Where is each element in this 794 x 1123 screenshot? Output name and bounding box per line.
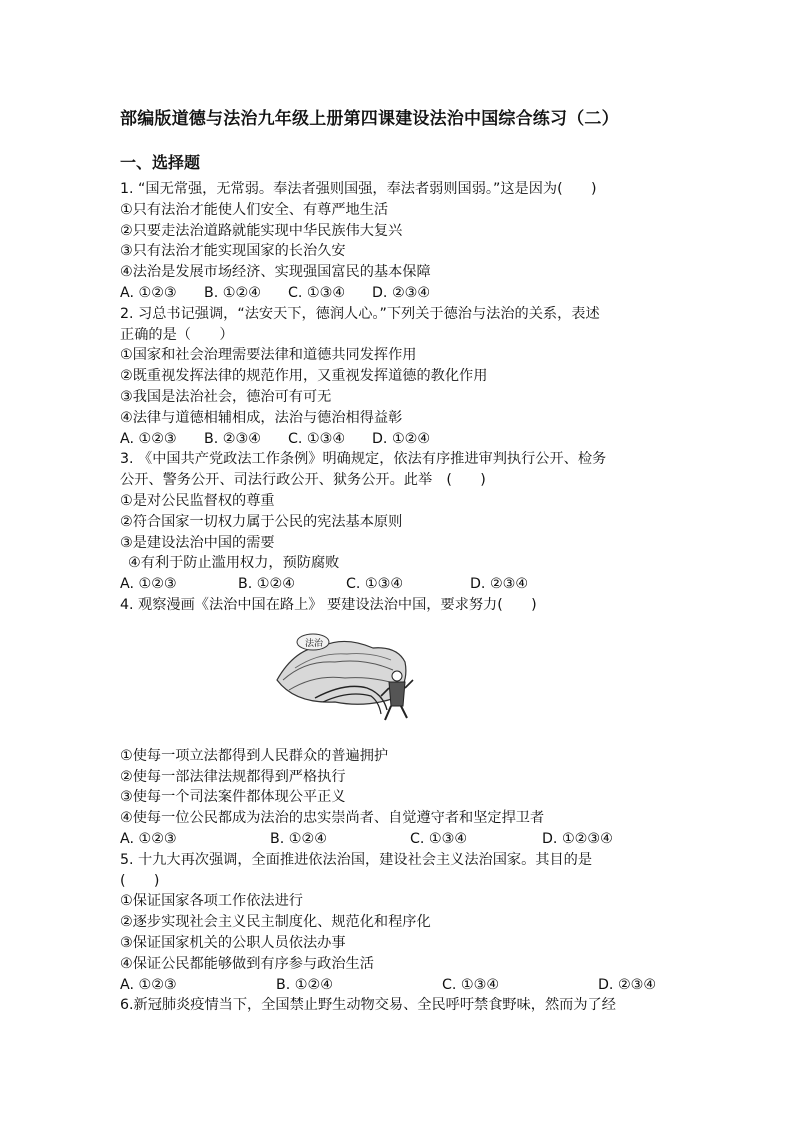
choice-item: ①是对公民监督权的尊重 (120, 492, 275, 509)
option-b: B. ①②④ (204, 284, 261, 301)
option-c: C. ①③④ (288, 430, 346, 447)
answer-options (120, 429, 680, 450)
question-list (120, 179, 680, 1016)
question-stem: 1. “国无常强，无常弱。奉法者强则国强，奉法者弱则国弱。”这是因为( ) (120, 181, 597, 197)
choice-item: ③使每一个司法案件都体现公平正义 (120, 789, 346, 806)
question-stem: 2. 习总书记强调，“法安天下，德润人心。”下列关于德治与法治的关系，表述 (120, 305, 600, 322)
option-d: D. ①②④ (372, 430, 431, 447)
answer-options (120, 283, 680, 304)
choice-item: ④法治是发展市场经济、实现强国富民的基本保障 (120, 264, 431, 281)
option-c: C. ①③④ (288, 284, 346, 301)
choice-item: ②使每一部法律法规都得到严格执行 (120, 768, 346, 785)
option-a: A. ①②③ (120, 976, 177, 993)
option-a: A. ①②③ (120, 576, 177, 593)
question-stem: 3. 《中国共产党政法工作条例》明确规定，依法有序推进审判执行公开、检务 (120, 451, 607, 468)
choice-item: ③只有法治才能实现国家的长治久安 (120, 243, 346, 260)
answer-options (120, 829, 680, 850)
question-stem: 正确的是（ ） (120, 326, 234, 343)
question-stem: ( ) (120, 872, 160, 889)
answer-options (120, 574, 680, 595)
option-b: B. ①②④ (238, 576, 295, 593)
option-b: B. ②③④ (204, 430, 261, 447)
choice-item: ②只要走法治道路就能实现中华民族伟大复兴 (120, 222, 403, 239)
cartoon-illustration (275, 618, 425, 728)
choice-item: ④保证公民都能够做到有序参与政治生活 (120, 955, 374, 972)
choice-item: ④使每一位公民都成为法治的忠实崇尚者、自觉遵守者和坚定捍卫者 (120, 810, 545, 827)
choice-item: ③是建设法治中国的需要 (120, 534, 275, 551)
option-c: C. ①③④ (410, 830, 468, 847)
choice-item: ④法律与道德相辅相成，法治与德治相得益彰 (120, 409, 403, 426)
choice-item: ①国家和社会治理需要法律和道德共同发挥作用 (120, 347, 417, 364)
choice-item: ①保证国家各项工作依法进行 (120, 893, 303, 910)
option-b: B. ①②④ (270, 830, 327, 847)
option-a: A. ①②③ (120, 430, 177, 447)
cartoon-image (120, 616, 680, 746)
option-d: D. ②③④ (372, 284, 431, 301)
question-stem: 6.新冠肺炎疫情当下，全国禁止野生动物交易、全民呼吁禁食野味，然而为了经 (120, 997, 616, 1014)
option-c: C. ①③④ (442, 976, 500, 993)
option-d: D. ①②③④ (542, 830, 613, 847)
choice-item: ③保证国家机关的公职人员依法办事 (120, 934, 346, 951)
section-heading: 一、选择题 (120, 153, 201, 172)
option-d: D. ②③④ (470, 576, 529, 593)
option-d: D. ②③④ (598, 976, 657, 993)
choice-item: ④有利于防止滥用权力，预防腐败 (128, 555, 340, 572)
choice-item: ①只有法治才能使人们安全、有尊严地生活 (120, 201, 389, 218)
choice-item: ②逐步实现社会主义民主制度化、规范化和程序化 (120, 914, 431, 931)
page-title: 部编版道德与法治九年级上册第四课建设法治中国综合练习（二） (120, 109, 619, 129)
option-b: B. ①②④ (276, 976, 333, 993)
question-stem: 公开、警务公开、司法行政公开、狱务公开。此举 ( ) (120, 472, 486, 489)
choice-item: ①使每一项立法都得到人民群众的普遍拥护 (120, 747, 389, 764)
option-c: C. ①③④ (346, 576, 404, 593)
cartoon-label: 法治 (305, 638, 324, 649)
choice-item: ③我国是法治社会，德治可有可无 (120, 388, 332, 405)
answer-options (120, 975, 680, 996)
choice-item: ②符合国家一切权力属于公民的宪法基本原则 (120, 513, 403, 530)
choice-item: ②既重视发挥法律的规范作用，又重视发挥道德的教化作用 (120, 368, 488, 385)
question-stem: 5. 十九大再次强调，全面推进依法治国，建设社会主义法治国家。其目的是 (120, 851, 593, 868)
option-a: A. ①②③ (120, 284, 177, 301)
question-stem: 4. 观察漫画《法治中国在路上》 要建设法治中国，要求努力( ) (120, 596, 537, 613)
option-a: A. ①②③ (120, 830, 177, 847)
